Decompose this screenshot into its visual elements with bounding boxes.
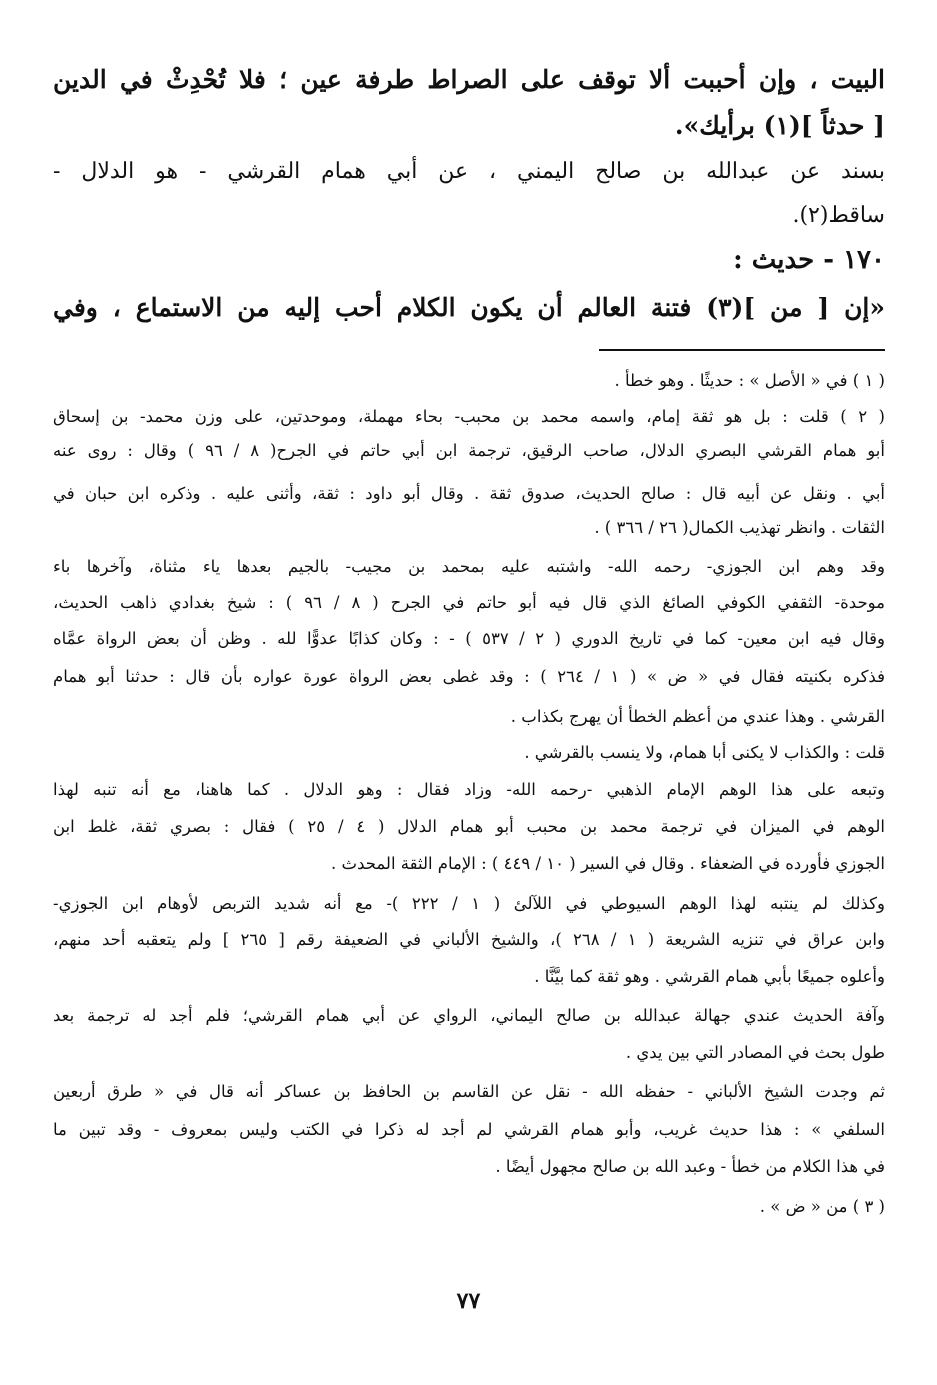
- footnote-2-line: أبو همام القرشي البصري الدلال، صاحب الرقيق، ترجمة ابن أبي حاتم في الجرح( ٨ / ٩٦ ) وقال : روى عنه: [53, 441, 885, 460]
- footnote-2-line: وتبعه على هذا الوهم الإمام الذهبي -رحمه الله- وزاد فقال : وهو الدلال . كما هاهنا، مع أنه تنبه لهذا: [53, 780, 885, 799]
- footnote-2-line: الثقات . وانظر تهذيب الكمال( ٢٦ / ٣٦٦ ) .: [594, 518, 885, 537]
- footnote-2-line: أبي . ونقل عن أبيه قال : صالح الحديث، صدوق ثقة . وقال أبو داود : ثقة، وأثنى عليه . وذكره ابن حبان في: [53, 484, 885, 503]
- main-text-line-4: ساقط(٢).: [792, 203, 885, 228]
- footnote-2-line: الجوزي فأورده في الضعفاء . وقال في السير ( ١٠ / ٤٤٩ ) : الإمام الثقة المحدث .: [331, 854, 885, 873]
- footnote-2-line: وابن عراق في تنزيه الشريعة ( ١ / ٢٦٨ )، والشيخ الألباني في الضعيفة رقم [ ٢٦٥ ] ولم يتعقبه أحد منهم،: [53, 930, 885, 949]
- footnote-2-line: السلفي » : هذا حديث غريب، وأبو همام القرشي لم أجد له ذكرا في الكتب وليس بمعروف - وقد تبين ما: [53, 1120, 885, 1139]
- footnote-2-line: وقد وهم ابن الجوزي- رحمه الله- واشتبه عليه بمحمد بن مجيب- بالجيم بعدها ياء مثناة، وآخرها باء: [53, 557, 885, 576]
- main-text-line-5: «إن [ من ](٣) فتنة العالم أن يكون الكلام أحب إليه من الاستماع ، وفي: [53, 293, 885, 322]
- footnote-1: ( ١ ) في « الأصل » : حديثًا . وهو خطأ .: [614, 371, 885, 390]
- footnote-2-line: فذكره بكنيته فقال في « ض » ( ١ / ٢٦٤ ) : وقد غطى بعض الرواة عورة عواره بأن قال : حدثنا أبو همام: [53, 667, 885, 686]
- footnote-2-line: ( ٢ ) قلت : بل هو ثقة إمام، واسمه محمد بن محبب- بحاء مهملة، وموحدتين، على وزن محمد- بن إسحاق: [53, 407, 885, 426]
- footnote-2-line: وقال فيه ابن معين- كما في تاريخ الدوري ( ٢ / ٥٣٧ ) - : وكان كذابًا عدوًّا لله . وظن أن بعض الرواة عمَّاه: [53, 629, 885, 648]
- footnote-2-line: قلت : والكذاب لا يكنى أبا همام، ولا ينسب بالقرشي .: [524, 743, 885, 762]
- footnote-2-line: وأعلوه جميعًا بأبي همام القرشي . وهو ثقة كما بيَّنَّا .: [534, 967, 885, 986]
- footnote-2-line: وآفة الحديث عندي جهالة عبدالله بن صالح اليماني، الرواي عن أبي همام القرشي؛ فلم أجد له ترجمة بعد: [53, 1006, 885, 1025]
- hadith-heading: ١٧٠ - حديث :: [733, 245, 885, 275]
- footnote-2-line: في هذا الكلام من خطأ - وعبد الله بن صالح مجهول أيضًا .: [495, 1157, 885, 1176]
- footnote-2-line: طول بحث في المصادر التي بين يدي .: [625, 1043, 885, 1062]
- footnote-2-line: وكذلك لم ينتبه لهذا الوهم السيوطي في اللآلئ ( ١ / ٢٢٢ )- مع أنه شديد التربص لأوهام ابن الجوزي-: [53, 894, 885, 913]
- main-text-line-1: البيت ، وإن أحببت ألا توقف على الصراط طرفة عين ؛ فلا تُحْدِثْ في الدين: [53, 65, 885, 94]
- footnote-separator: [599, 349, 885, 351]
- footnote-2-line: الوهم في الميزان في ترجمة محمد بن محبب أبو همام الدلال ( ٤ / ٢٥ ) فقال : بصري ثقة، غلط ابن: [53, 817, 885, 836]
- main-text-line-2: [ حدثاً ](١) برأيك».: [674, 111, 885, 140]
- footnote-3: ( ٣ ) من « ض » .: [759, 1197, 885, 1216]
- main-text-line-3: بسند عن عبدالله بن صالح اليمني ، عن أبي همام القرشي - هو الدلال -: [53, 159, 885, 184]
- footnote-2-line: ثم وجدت الشيخ الألباني - حفظه الله - نقل عن القاسم بن الحافظ بن عساكر أنه قال في « طرق أربعين: [53, 1082, 885, 1101]
- page-number: ٧٧: [456, 1288, 481, 1314]
- footnote-2-line: موحدة- الثقفي الكوفي الصائغ الذي قال فيه أبو حاتم في الجرح ( ٨ / ٩٦ ) : شيخ بغدادي ذاهب الحديث،: [53, 593, 885, 612]
- footnote-2-line: القرشي . وهذا عندي من أعظم الخطأ أن يهرج بكذاب .: [510, 707, 885, 726]
